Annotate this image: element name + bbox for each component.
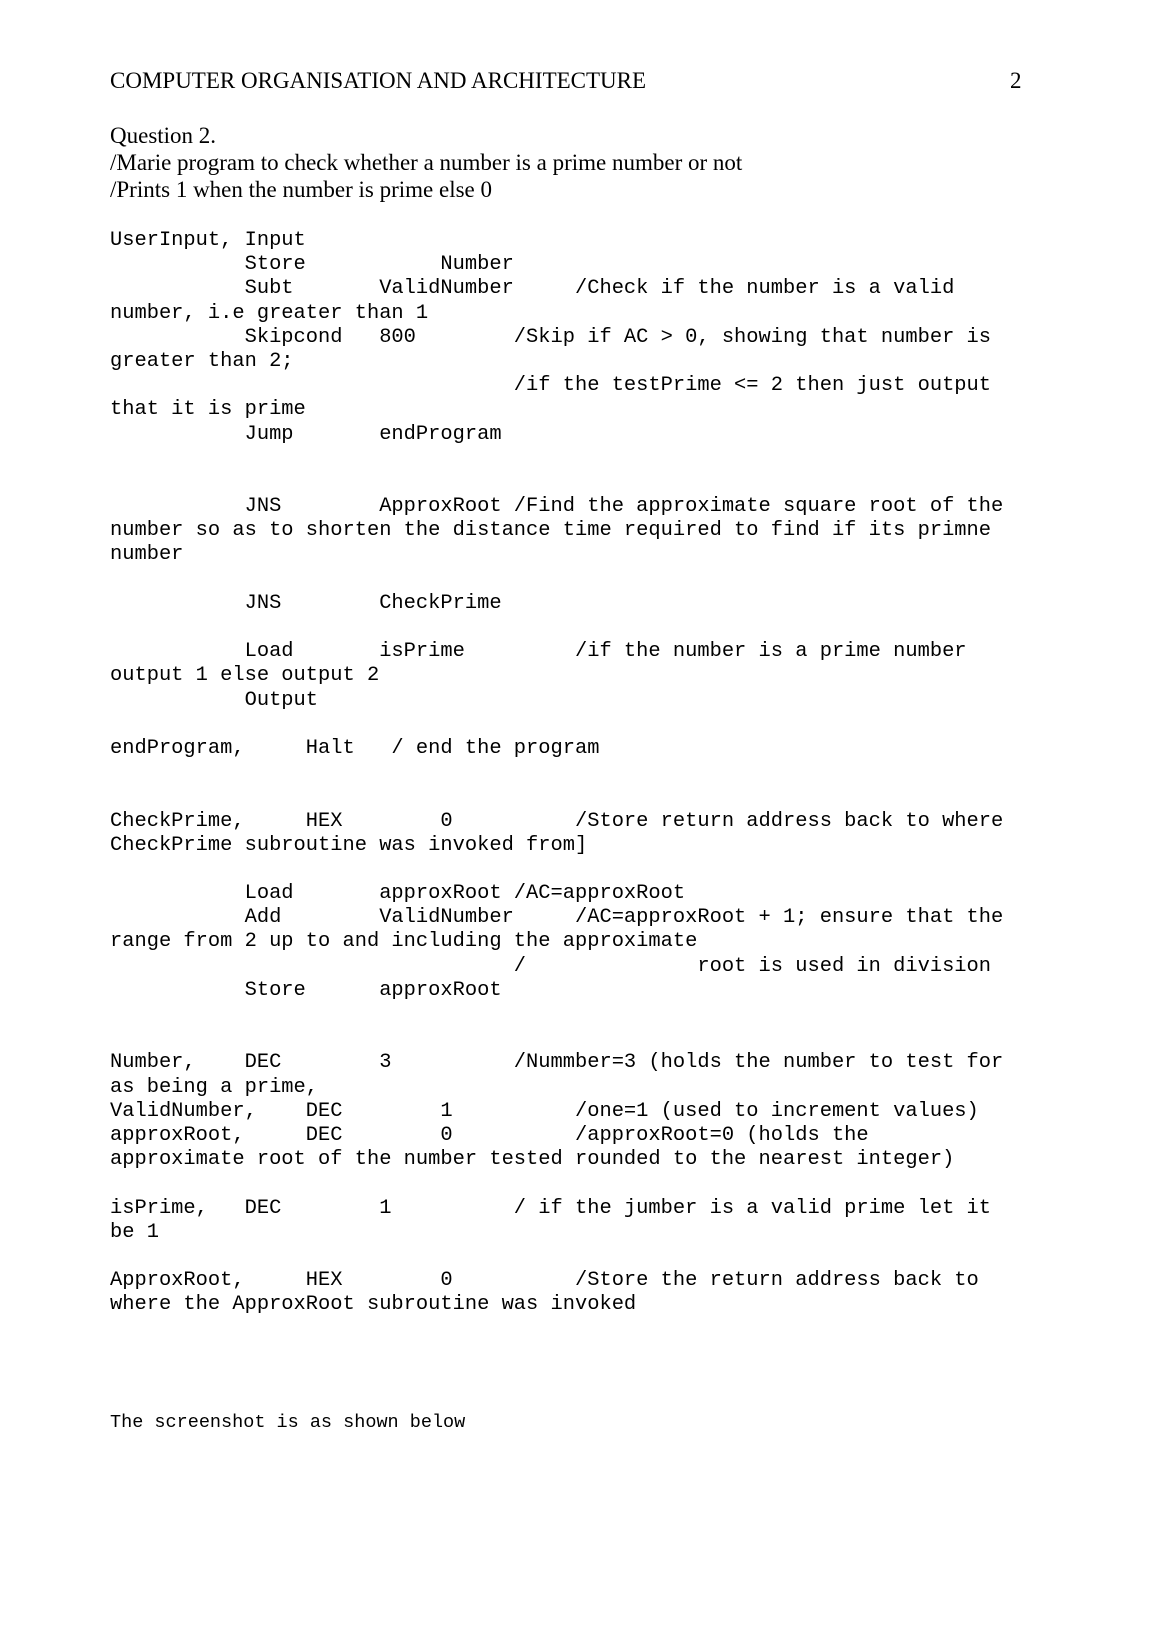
question-intro <box>110 122 742 203</box>
code-line: Number, DEC 3 /Nummber=3 (holds the number to test for <box>110 1051 1004 1075</box>
code-line: UserInput, Input <box>110 229 306 252</box>
code-line: isPrime, DEC 1 / if the jumber is a valid prime let it <box>110 1196 992 1220</box>
code-line: Add ValidNumber /AC=approxRoot + 1; ensure that the <box>110 906 1004 930</box>
code-line: number <box>110 543 184 567</box>
code-line: Store approxRoot <box>110 978 502 1002</box>
code-line: where the ApproxRoot subroutine was invoked <box>110 1293 637 1317</box>
code-line: greater than 2; <box>110 349 294 373</box>
code-line: approximate root of the number tested rounded to the nearest integer) <box>110 1148 955 1172</box>
page-number: 2 <box>1010 68 1022 93</box>
code-line: range from 2 up to and including the approximate <box>110 930 698 954</box>
code-line: Subt ValidNumber /Check if the number is a valid <box>110 277 955 301</box>
code-line: output 1 else output 2 <box>110 664 380 688</box>
marie-code-listing <box>110 229 1050 1317</box>
code-line: be 1 <box>110 1220 159 1244</box>
code-line: Output <box>110 688 319 712</box>
code-line <box>110 1027 1050 1051</box>
code-line: that it is prime <box>110 398 306 422</box>
screenshot-caption: The screenshot is as shown below <box>110 1412 466 1433</box>
running-header-title: COMPUTER ORGANISATION AND ARCHITECTURE <box>110 68 647 93</box>
code-line: CheckPrime, HEX 0 /Store return address back to where <box>110 809 1004 833</box>
code-line <box>110 858 1050 882</box>
code-line: JNS CheckPrime <box>110 591 502 615</box>
code-line <box>110 1245 1050 1269</box>
program-description-line: /Marie program to check whether a number is a prime number or not <box>110 150 743 175</box>
code-line: number so as to shorten the distance time required to find if its primne <box>110 519 992 543</box>
code-line <box>110 568 1050 592</box>
code-line: Jump endProgram <box>110 422 502 446</box>
code-line: CheckPrime subroutine was invoked from] <box>110 833 588 857</box>
code-line <box>110 616 1050 640</box>
code-line: / root is used in division <box>110 954 992 978</box>
code-line <box>110 1003 1050 1027</box>
code-line: Load isPrime /if the number is a prime number <box>110 640 967 664</box>
code-line: ValidNumber, DEC 1 /one=1 (used to increment values) <box>110 1099 979 1123</box>
code-line: number, i.e greater than 1 <box>110 301 429 325</box>
code-line: approxRoot, DEC 0 /approxRoot=0 (holds the <box>110 1123 869 1147</box>
code-line <box>110 713 1050 737</box>
code-line <box>110 1172 1050 1196</box>
code-line: ApproxRoot, HEX 0 /Store the return address back to <box>110 1269 979 1293</box>
code-line <box>110 447 1050 471</box>
code-line: Load approxRoot /AC=approxRoot <box>110 882 686 906</box>
code-line: Skipcond 800 /Skip if AC > 0, showing that number is <box>110 325 992 349</box>
code-line: endProgram, Halt / end the program <box>110 736 600 760</box>
code-line <box>110 471 1050 495</box>
program-description-line: /Prints 1 when the number is prime else 0 <box>110 177 492 202</box>
code-line: as being a prime, <box>110 1075 319 1099</box>
code-line: /if the testPrime <= 2 then just output <box>110 374 992 398</box>
code-line: Store Number <box>110 253 514 277</box>
code-line: JNS ApproxRoot /Find the approximate square root of the <box>110 495 1004 519</box>
code-line <box>110 761 1050 785</box>
question-heading: Question 2. <box>110 123 217 148</box>
code-line <box>110 785 1050 809</box>
